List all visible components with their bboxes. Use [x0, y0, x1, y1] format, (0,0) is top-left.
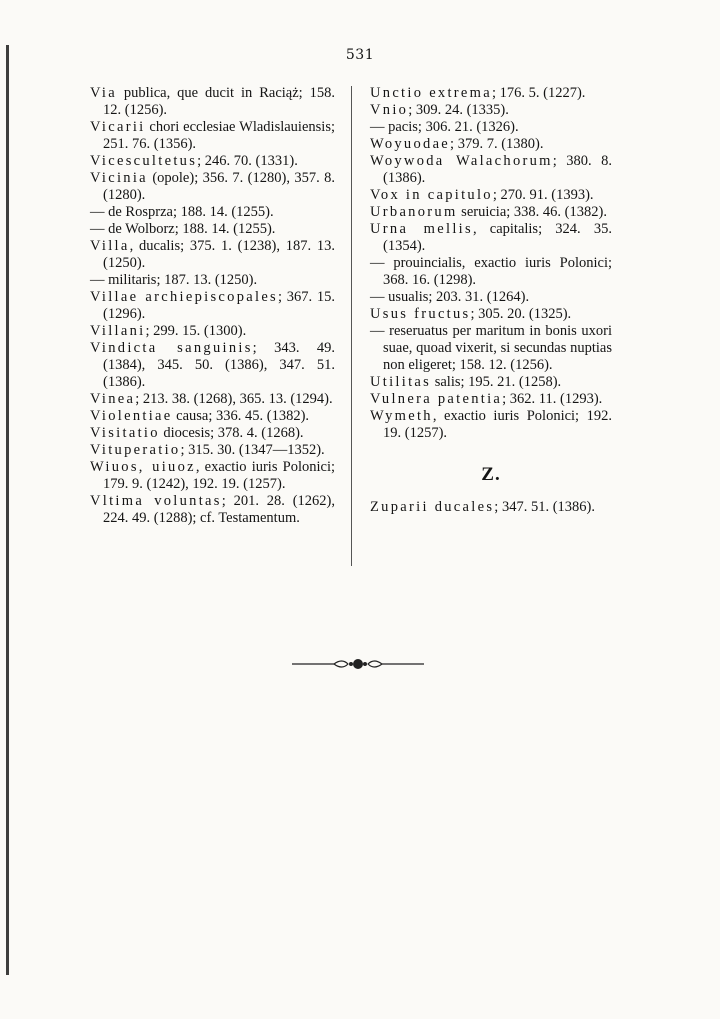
entry-headword: Unctio extrema [370, 85, 492, 101]
entry-headword: Urna mellis [370, 221, 473, 237]
entry-headword: Woyuodae [370, 136, 451, 152]
entry-text: ; 380. 8. (1386). [383, 153, 612, 186]
entry-text: ; 379. 7. (1380). [450, 136, 544, 152]
entry-headword: Vinea [90, 391, 136, 407]
entry-text: , exactio iuris Polonici; 179. 9. (1242), 192. 19. (1257). [103, 459, 336, 492]
entry-text: ; 347. 51. (1386). [494, 499, 595, 515]
entry-text: ; 309. 24. (1335). [408, 102, 509, 118]
index-entry [90, 425, 335, 442]
index-entry [90, 442, 335, 459]
entry-text: ; 270. 91. (1393). [492, 187, 594, 203]
index-entry [370, 408, 612, 442]
index-entry [90, 408, 335, 425]
entry-text: ; 367. 15. (1296). [103, 289, 336, 322]
entry-text: ; 315. 30. (1347—1352). [180, 442, 325, 458]
entry-text: , ducalis; 375. 1. (1238), 187. 13. (1250). [103, 238, 335, 271]
index-entry [90, 289, 335, 323]
entry-headword: Vnio [370, 102, 409, 118]
index-entry [370, 323, 612, 374]
entry-text: diocesis; 378. 4. (1268). [159, 425, 304, 441]
entry-text: ; 305. 20. (1325). [470, 306, 572, 322]
index-entry [370, 85, 612, 102]
entry-text: ; 246. 70. (1331). [197, 153, 298, 169]
entry-text: — militaris; 187. 13. (1250). [90, 272, 258, 288]
index-entry [370, 391, 612, 408]
index-entry [370, 136, 612, 153]
entry-headword: Villani [90, 323, 146, 339]
entry-text: — usualis; 203. 31. (1264). [370, 289, 530, 305]
entry-headword: Violentiae [90, 408, 173, 424]
entry-headword: Utilitas [370, 374, 432, 390]
index-entry [90, 459, 335, 493]
entry-text: salis; 195. 21. (1258). [431, 374, 562, 390]
entry-headword: Via [90, 85, 117, 101]
index-entry [90, 204, 335, 221]
entry-text: — de Rosprza; 188. 14. (1255). [90, 204, 274, 220]
index-entry [90, 340, 335, 391]
binding-edge [6, 45, 9, 975]
entry-text: ; 362. 11. (1293). [502, 391, 603, 407]
index-entry [370, 119, 612, 136]
index-entry [370, 374, 612, 391]
index-entry [370, 187, 612, 204]
entry-text: ; 343. 49. (1384), 345. 50. (1386), 347. 51. (1386). [103, 340, 335, 390]
index-entry [90, 238, 335, 272]
index-entry [370, 204, 612, 221]
entry-headword: Vituperatio [90, 442, 181, 458]
index-entry [370, 289, 612, 306]
right-entries [370, 85, 612, 442]
entry-headword: Usus fructus [370, 306, 471, 322]
index-entry [370, 255, 612, 289]
index-entry [90, 170, 335, 204]
entry-headword: Urbanorum [370, 204, 458, 220]
index-entry [370, 306, 612, 323]
entry-text: chori ecclesiae Wladislauiensis; 251. 76. (1356). [103, 119, 335, 152]
entry-text: ; 299. 15. (1300). [145, 323, 247, 339]
index-entry [90, 391, 335, 408]
entry-text: ; 176. 5. (1227). [491, 85, 586, 101]
index-entry [90, 85, 335, 119]
entry-text: publica, que ducit in Raciąż; 158. 12. (1256). [103, 85, 335, 118]
entry-headword: Villa [90, 238, 130, 254]
entry-text: , capitalis; 324. 35. (1354). [383, 221, 613, 254]
index-entry [370, 102, 612, 119]
index-entry [90, 323, 335, 340]
entry-headword: Vindicta sanguinis [90, 340, 253, 356]
entry-headword: Vicarii [90, 119, 146, 135]
entry-text: — prouincialis, exactio iuris Polonici; 368. 16. (1298). [370, 255, 612, 288]
index-entry [370, 153, 612, 187]
entry-text: , exactio iuris Polonici; 192. 19. (1257). [383, 408, 612, 441]
entry-text: ; 201. 28. (1262), 224. 49. (1288); cf. Testamentum. [103, 493, 335, 526]
entry-headword: Woywoda Walachorum [370, 153, 553, 169]
z-entries [370, 499, 612, 516]
column-divider [351, 86, 352, 566]
index-entry [90, 221, 335, 238]
entry-headword: Vox in capitulo [370, 187, 493, 203]
ornament-divider [290, 655, 426, 673]
page-number: 531 [345, 47, 375, 63]
entry-text: — pacis; 306. 21. (1326). [370, 119, 519, 135]
index-entry [90, 493, 335, 527]
index-entry [370, 499, 612, 516]
left-column [90, 85, 335, 527]
entry-headword: Villae archiepiscopales [90, 289, 279, 305]
entry-text: — de Wolborz; 188. 14. (1255). [90, 221, 276, 237]
entry-headword: Vltima voluntas [90, 493, 222, 509]
section-letter-heading: Z. [481, 464, 501, 485]
index-entry [90, 153, 335, 170]
entry-headword: Wymeth [370, 408, 433, 424]
entry-text: causa; 336. 45. (1382). [172, 408, 310, 424]
index-entry [370, 221, 612, 255]
entry-text: (opole); 356. 7. (1280), 357. 8. (1280). [103, 170, 335, 203]
entry-headword: Vicinia [90, 170, 148, 186]
entry-headword: Vicescultetus [90, 153, 198, 169]
entry-text: seruicia; 338. 46. (1382). [457, 204, 607, 220]
right-column [370, 85, 612, 516]
entry-headword: Vulnera patentia [370, 391, 503, 407]
index-entry [90, 272, 335, 289]
index-entry [90, 119, 335, 153]
entry-headword: Visitatio [90, 425, 160, 441]
entry-headword: Wiuos, uiuoz [90, 459, 196, 475]
entry-text: — reseruatus per maritum in bonis uxori suae, quoad vixerit, si secundas nuptias non eligeret; 158. 12. (1256). [370, 323, 612, 373]
entry-headword: Zuparii ducales [370, 499, 495, 515]
entry-text: ; 213. 38. (1268), 365. 13. (1294). [135, 391, 333, 407]
